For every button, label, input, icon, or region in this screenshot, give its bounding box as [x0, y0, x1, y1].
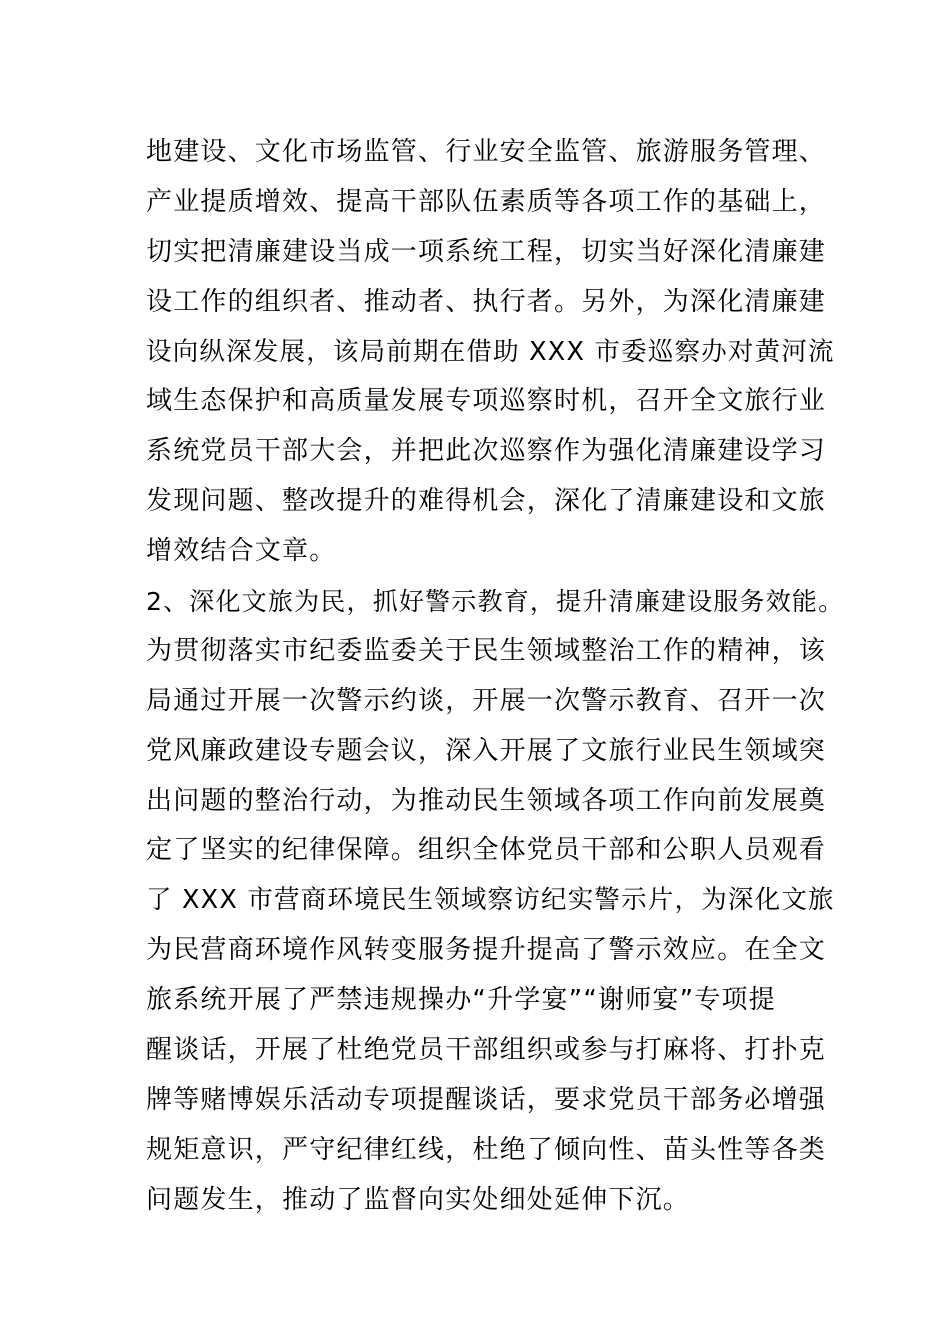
- text-line: 了 XXX 市营商环境民生领域察访纪实警示片，为深化文旅: [146, 885, 835, 916]
- text-line: 发现问题、整改提升的难得机会，深化了清廉建设和文旅: [146, 486, 827, 517]
- text-line: 地建设、文化市场监管、行业安全监管、旅游服务管理、: [146, 137, 827, 167]
- text-line: 为民营商环境作风转变服务提升提高了警示效应。在全文: [146, 935, 827, 966]
- text-line: 域生态保护和高质量发展专项巡察时机，召开全文旅行业: [146, 386, 827, 417]
- text-line: 设向纵深发展，该局前期在借助 XXX 市委巡察办对黄河流: [146, 336, 835, 367]
- text-line: 切实把清廉建设当成一项系统工程，切实当好深化清廉建: [146, 236, 827, 267]
- text-line: 党风廉政建设专题会议，深入开展了文旅行业民生领域突: [146, 735, 827, 766]
- text-line: 问题发生，推动了监督向实处细处延伸下沉。: [146, 1184, 691, 1215]
- text-line: 系统党员干部大会，并把此次巡察作为强化清廉建设学习: [146, 436, 827, 467]
- text-line: 旅系统开展了严禁违规操办“升学宴”“谢师宴”专项提: [146, 985, 776, 1016]
- text-line: 定了坚实的纪律保障。组织全体党员干部和公职人员观看: [146, 835, 827, 866]
- text-line: 出问题的整治行动，为推动民生领域各项工作向前发展奠: [146, 785, 827, 816]
- text-line: 设工作的组织者、推动者、执行者。另外，为深化清廉建: [146, 286, 827, 317]
- text-line: 规矩意识，严守纪律红线，杜绝了倾向性、苗头性等各类: [146, 1134, 827, 1165]
- text-line: 醒谈话，开展了杜绝党员干部组织或参与打麻将、打扑克: [146, 1035, 827, 1066]
- text-line: 局通过开展一次警示约谈，开展一次警示教育、召开一次: [146, 685, 827, 716]
- text-line: 为贯彻落实市纪委监委关于民生领域整治工作的精神，该: [146, 635, 827, 666]
- text-line: 增效结合文章。: [146, 536, 337, 567]
- text-line: 产业提质增效、提高干部队伍素质等各项工作的基础上，: [146, 186, 827, 217]
- body-text: [146, 128, 846, 1226]
- text-line: 牌等赌博娱乐活动专项提醒谈话，要求党员干部务必增强: [146, 1084, 827, 1115]
- section-heading: 2、深化文旅为民，抓好警示教育，提升清廉建设服务效能。: [146, 587, 845, 617]
